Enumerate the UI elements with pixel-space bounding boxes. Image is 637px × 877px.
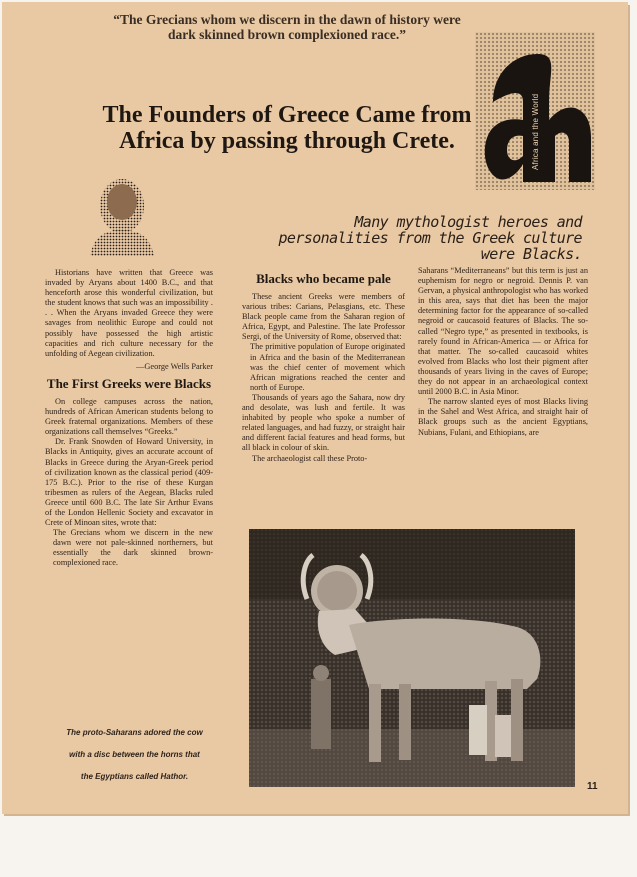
author-portrait [82,172,162,256]
quote-attribution: —George Wells Parker [136,361,213,371]
paragraph: The narrow slanted eyes of most Blacks living in the Sahel and West Africa, and straight hair of Black groups such as the ancient Egyptians, Nubians, Fulani, and Ethiopians, are [418,397,588,437]
magazine-page [2,2,628,814]
intro-paragraph: Historians have written that Greece was invaded by Aryans about 1400 B.C., and that henceforth arose this wonderful civilization, but the student knows that such was an impossibility . . . When the Aryans invaded Greece they were savages from neolithic Europe and could not possibly have possessed the high artistic capacities and rich culture necessary for the unfolding of Aegean civilization. [45,268,213,358]
section-heading-blacks-pale: Blacks who became pale [256,271,391,286]
article-column-2 [242,268,405,464]
caption-line: The proto-Saharans adored the cow [66,728,203,737]
block-quote: The primitive population of Europe originated in Africa and the basin of the Mediterranean was the chief center of movement which African migrations reached the center and north of Europe. [250,342,405,392]
page-number: 11 [587,781,598,792]
article-column-3 [418,266,588,438]
paragraph: These ancient Greeks were members of various tribes: Carians, Pelasgians, etc. These Black people came from the Saharan region of Africa, Egypt, and Palestine. The late Professor Sergi, of the University of Rome, observed that: [242,292,405,342]
headline: The Founders of Greece Came from Africa by passing through Crete. [102,102,472,154]
paragraph: Dr. Frank Snowden of Howard University, in Blacks in Antiquity, gives an accurate account of Blacks in Greece during the Aryan-Greek period of civilization known as the classical period (409-175 B.C.). Prior to the rise of these Kurgan tribesmen as rulers of the Aegean, Blacks ruled Greece until 600 B.C. The late Sir Arthur Evans of the London Hellenic Society and excavator in Crete of Minoan sites, wrote that: [45,437,213,528]
caption-line: the Egyptians called Hathor. [80,772,189,781]
top-pull-quote: “The Grecians whom we discern in the dawn of history were dark skinned brown complexioned race.” [113,12,461,42]
paragraph: On college campuses across the nation, hundreds of African American students belong to Greek fraternal organizations. Members of these organizations call themselves “Greeks.” [45,396,213,437]
hathor-cow-photo [249,529,575,787]
logo-vertical-text: Africa and the World [531,93,540,171]
paragraph: Saharans “Mediterraneans” but this term is just an euphemism for negro or negroid. Dennis P. van Gervan, a physical anthropologist who has worked in this area, says that diet has been the major determining factor for the appearance of so-called negroid or caucasoid features of Blacks. The so-called “Negro type,” as presented in textbooks, is rarely found in African-America — or Africa for that matter. The so-called caucasoid whites evolved from Blacks who lost their pigment after thousands of years living in the caves of Europe; they do not appear in an archaeological context until 2000 B.C. in Asia Minor. [418,266,588,397]
caption-line: with a disc between the horns that [69,750,200,759]
section-heading-first-greeks: The First Greeks were Blacks [46,375,212,391]
background-margin [0,816,637,877]
subheadline: Many mythologist heroes and personalities from the Greek culture were Blacks. [278,213,582,263]
paragraph: Thousands of years ago the Sahara, now dry and desolate, was lush and fertile. It was inhabited by people who spoke a number of related languages, and had fuzzy, or straight hair and different facial features and head forms, but all black in colour of skin. [242,392,405,453]
paragraph: The archaeologist call these Proto- [252,453,368,463]
block-quote: The Grecians whom we discern in the new dawn were not pale-skinned northerners, but essentially the dark skinned brown-complexioned race. [53,528,213,568]
article-column-1 [45,268,213,569]
ah-logo [475,32,595,190]
photo-caption [42,722,227,788]
